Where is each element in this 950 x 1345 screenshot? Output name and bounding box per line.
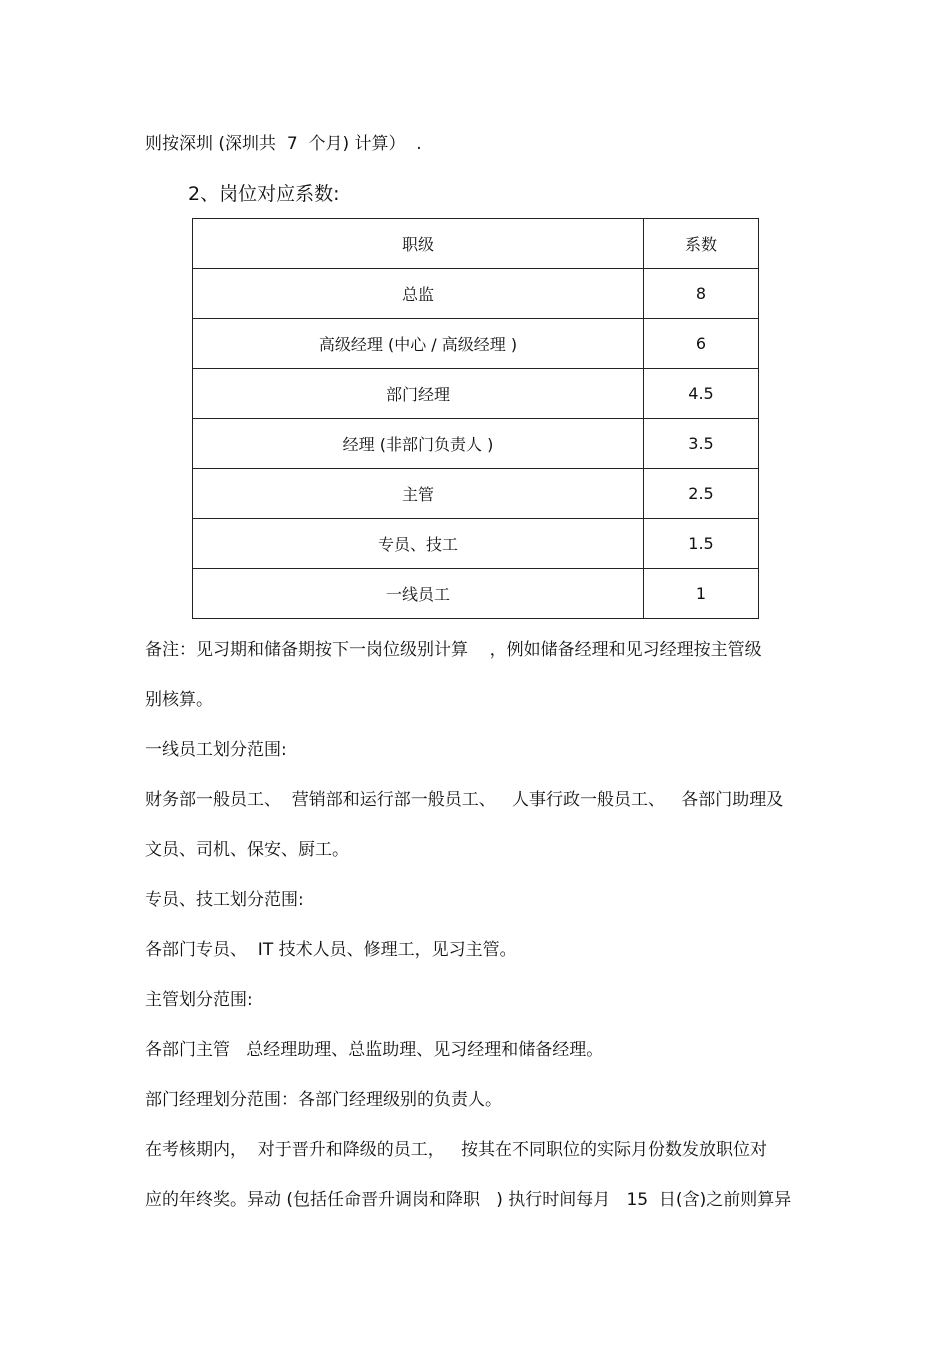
note-line: 备注：见习期和储备期按下一岗位级别计算 ，例如储备经理和见习经理按主管级 — [145, 640, 762, 660]
cell-level: 一线员工 — [193, 569, 644, 619]
note-line: 别核算。 — [145, 690, 213, 710]
coefficient-table — [192, 218, 759, 619]
cell-level: 部门经理 — [193, 369, 644, 419]
cell-coefficient: 1.5 — [644, 519, 759, 569]
table-row — [193, 569, 759, 619]
cell-coefficient: 8 — [644, 269, 759, 319]
frontline-title: 一线员工划分范围: — [145, 740, 287, 760]
cell-coefficient: 4.5 — [644, 369, 759, 419]
cell-coefficient: 2.5 — [644, 469, 759, 519]
cell-level: 总监 — [193, 269, 644, 319]
table-row — [193, 469, 759, 519]
supervisor-title: 主管划分范围: — [145, 990, 253, 1010]
cell-coefficient: 3.5 — [644, 419, 759, 469]
table-row — [193, 419, 759, 469]
supervisor-line: 各部门主管 总经理助理、总监助理、见习经理和储备经理。 — [145, 1040, 604, 1060]
cell-level: 专员、技工 — [193, 519, 644, 569]
paragraph-line: 则按深圳 (深圳共 7 个月) 计算） . — [145, 134, 422, 154]
cell-coefficient: 6 — [644, 319, 759, 369]
table-row — [193, 319, 759, 369]
cell-level: 高级经理 (中心 / 高级经理 ) — [193, 319, 644, 369]
header-coefficient: 系数 — [644, 219, 759, 269]
table-row — [193, 519, 759, 569]
frontline-line: 财务部一般员工、 营销部和运行部一般员工、 人事行政一般员工、 各部门助理及 — [145, 790, 784, 810]
section-heading: 2、岗位对应系数: — [188, 183, 340, 205]
cell-level: 经理 (非部门负责人 ) — [193, 419, 644, 469]
period-line: 应的年终奖。异动 (包括任命晋升调岗和降职 ) 执行时间每月 15 日(含)之前则算异 — [145, 1190, 792, 1210]
specialist-title: 专员、技工划分范围: — [145, 890, 304, 910]
table-row — [193, 269, 759, 319]
header-level: 职级 — [193, 219, 644, 269]
specialist-line: 各部门专员、 IT 技术人员、修理工，见习主管。 — [145, 940, 517, 960]
cell-coefficient: 1 — [644, 569, 759, 619]
frontline-line: 文员、司机、保安、厨工。 — [145, 840, 349, 860]
period-line: 在考核期内， 对于晋升和降级的员工， 按其在不同职位的实际月份数发放职位对 — [145, 1140, 768, 1160]
table-row — [193, 369, 759, 419]
table-header-row — [193, 219, 759, 269]
cell-level: 主管 — [193, 469, 644, 519]
manager-line: 部门经理划分范围：各部门经理级别的负责人。 — [145, 1090, 502, 1110]
